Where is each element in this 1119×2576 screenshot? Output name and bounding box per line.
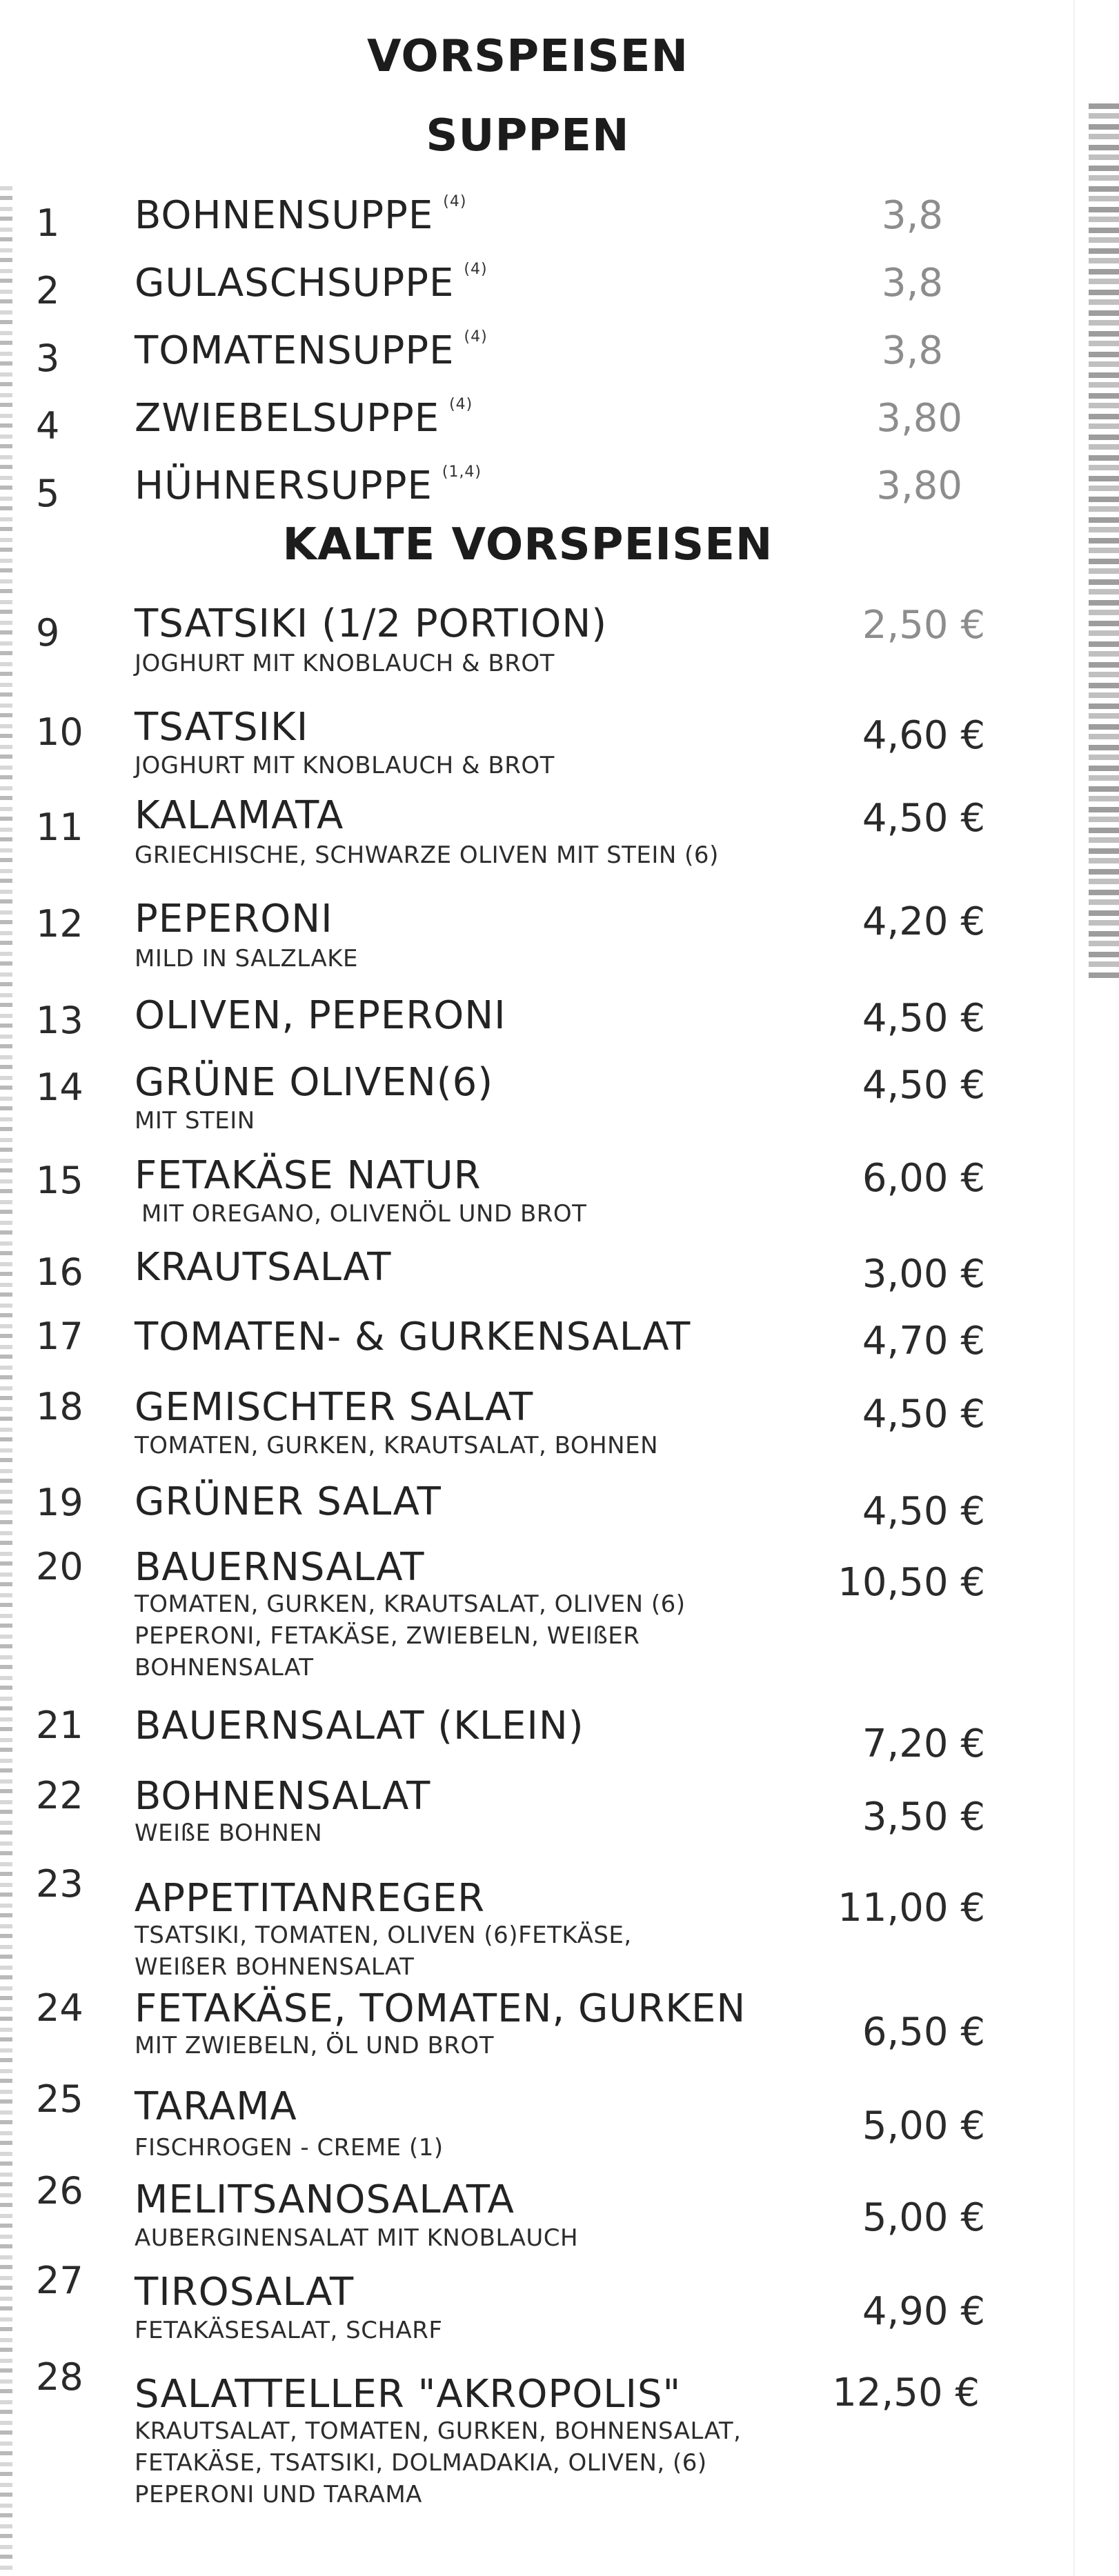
- allergen-mark: (4): [464, 328, 488, 346]
- item-number: 19: [36, 1481, 83, 1524]
- item-number: 11: [36, 806, 83, 849]
- item-name: FETAKÄSE NATUR: [135, 1153, 482, 1198]
- item-price: 4,90 €: [862, 2289, 985, 2334]
- item-number: 27: [36, 2259, 83, 2302]
- bleed-through-mark: [1089, 103, 1119, 979]
- item-number: 12: [36, 902, 83, 946]
- item-number: 2: [36, 269, 60, 312]
- item-number: 25: [36, 2077, 83, 2121]
- item-price: 3,80: [876, 463, 962, 508]
- item-description: MILD IN SALZLAKE: [135, 945, 359, 972]
- item-description: WEIßER BOHNENSALAT: [135, 1953, 415, 1981]
- allergen-mark: (4): [464, 261, 488, 278]
- menu-item-cold: [0, 2169, 1066, 2252]
- item-price: 4,50 €: [862, 1489, 985, 1534]
- item-number: 18: [36, 1385, 83, 1428]
- menu-item-cold: [0, 897, 1066, 979]
- item-number: 13: [36, 999, 83, 1042]
- allergen-mark: (1,4): [442, 463, 482, 481]
- item-price: 3,80: [876, 396, 962, 441]
- menu-item-cold: [0, 2077, 1066, 2160]
- item-description: KRAUTSALAT, TOMATEN, GURKEN, BOHNENSALAT,: [135, 2417, 742, 2445]
- item-price: 3,8: [881, 261, 943, 306]
- item-description: FISCHROGEN - CREME (1): [135, 2134, 444, 2161]
- item-price: 5,00 €: [862, 2195, 985, 2240]
- menu-item-cold: [0, 1545, 1066, 1693]
- item-description: PEPERONI, FETAKÄSE, ZWIEBELN, WEIßER: [135, 1622, 640, 1650]
- menu-item-cold: [0, 1245, 1066, 1300]
- menu-item-cold: [0, 1060, 1066, 1143]
- menu-item-soup: [0, 193, 1066, 255]
- item-price: 4,50 €: [862, 996, 985, 1041]
- item-name: TOMATENSUPPE $^{(4)}$: [135, 328, 488, 373]
- item-description: MIT STEIN: [135, 1107, 255, 1135]
- item-name: KRAUTSALAT: [135, 1245, 392, 1290]
- item-description: MIT OREGANO, OLIVENÖL UND BROT: [141, 1200, 587, 1228]
- item-number: 10: [36, 710, 83, 754]
- item-name: GULASCHSUPPE $^{(4)}$: [135, 261, 488, 306]
- item-description: TOMATEN, GURKEN, KRAUTSALAT, OLIVEN (6): [135, 1590, 686, 1618]
- menu-item-cold: [0, 1862, 1066, 1979]
- item-description: GRIECHISCHE, SCHWARZE OLIVEN MIT STEIN (6): [135, 841, 719, 869]
- item-description: AUBERGINENSALAT MIT KNOBLAUCH: [135, 2224, 579, 2252]
- item-description: FETAKÄSE, TSATSIKI, DOLMADAKIA, OLIVEN, (6): [135, 2449, 707, 2477]
- item-name: PEPERONI: [135, 897, 333, 941]
- item-name: HÜHNERSUPPE $^{(1,4)}$: [135, 463, 482, 508]
- item-number: 15: [36, 1159, 83, 1202]
- item-number: 28: [36, 2355, 83, 2399]
- item-name: TSATSIKI: [135, 705, 309, 750]
- item-number: 20: [36, 1545, 83, 1588]
- item-description: JOGHURT MIT KNOBLAUCH & BROT: [135, 752, 555, 779]
- menu-item-cold: [0, 601, 1066, 698]
- item-price: 3,8: [881, 328, 943, 373]
- menu-item-cold: [0, 2259, 1066, 2342]
- menu-item-cold: [0, 1153, 1066, 1236]
- item-price: 2,50 €: [862, 603, 985, 648]
- menu-item-soup: [0, 261, 1066, 323]
- item-number: 24: [36, 1986, 83, 2030]
- item-name: APPETITANREGER: [135, 1876, 485, 1921]
- item-price: 6,00 €: [862, 1156, 985, 1201]
- item-description: WEIßE BOHNEN: [135, 1819, 323, 1847]
- item-name: TSATSIKI (1/2 PORTION): [135, 601, 608, 646]
- item-number: 9: [36, 611, 60, 655]
- menu-item-cold: [0, 2355, 1066, 2535]
- item-price: 4,50 €: [862, 1392, 985, 1437]
- menu-item-cold: [0, 993, 1066, 1048]
- allergen-mark: (4): [449, 396, 473, 413]
- item-price: 5,00 €: [862, 2104, 985, 2148]
- item-price: 4,70 €: [862, 1319, 985, 1364]
- item-name: TOMATEN- & GURKENSALAT: [135, 1315, 691, 1359]
- heading-vorspeisen: VORSPEISEN: [367, 31, 689, 82]
- item-description: TOMATEN, GURKEN, KRAUTSALAT, BOHNEN: [135, 1432, 659, 1459]
- item-description: MIT ZWIEBELN, ÖL UND BROT: [135, 2032, 494, 2059]
- item-number: 17: [36, 1315, 83, 1358]
- item-name: OLIVEN, PEPERONI: [135, 993, 506, 1038]
- item-name: GRÜNER SALAT: [135, 1479, 442, 1524]
- menu-item-cold: [0, 1385, 1066, 1468]
- item-name: BOHNENSUPPE $^{(4)}$: [135, 193, 467, 238]
- item-number: 3: [36, 337, 60, 380]
- item-name: MELITSANOSALATA: [135, 2177, 515, 2222]
- heading-suppen: SUPPEN: [426, 110, 630, 161]
- item-name: FETAKÄSE, TOMATEN, GURKEN: [135, 1986, 746, 2031]
- item-description: FETAKÄSESALAT, SCHARF: [135, 2317, 443, 2344]
- item-name: TARAMA: [135, 2084, 297, 2129]
- menu-item-soup: [0, 396, 1066, 458]
- item-name: BAUERNSALAT: [135, 1545, 425, 1590]
- item-price: 4,50 €: [862, 1063, 985, 1108]
- menu-item-cold: [0, 1774, 1066, 1857]
- item-price: 3,8: [881, 193, 943, 238]
- allergen-mark: (4): [443, 193, 467, 210]
- item-name: BOHNENSALAT: [135, 1774, 431, 1819]
- item-number: 26: [36, 2169, 83, 2213]
- item-price: 3,00 €: [862, 1252, 985, 1297]
- item-description: TSATSIKI, TOMATEN, OLIVEN (6)FETKÄSE,: [135, 1921, 632, 1949]
- menu-item-cold: [0, 793, 1066, 876]
- item-number: 14: [36, 1066, 83, 1109]
- item-price: 4,50 €: [862, 796, 985, 841]
- item-number: 23: [36, 1862, 83, 1906]
- item-name: ZWIEBELSUPPE $^{(4)}$: [135, 396, 473, 441]
- item-price: 12,50 €: [832, 2370, 980, 2415]
- item-price: 11,00 €: [838, 1886, 985, 1930]
- item-number: 5: [36, 472, 60, 515]
- menu-item-cold: [0, 1986, 1066, 2069]
- menu-item-soup: [0, 328, 1066, 390]
- menu-item-cold: [0, 1704, 1066, 1773]
- item-price: 3,50 €: [862, 1795, 985, 1839]
- menu-item-cold: [0, 705, 1066, 788]
- item-description: BOHNENSALAT: [135, 1654, 314, 1681]
- menu-item-soup: [0, 463, 1066, 526]
- menu-item-cold: [0, 1315, 1066, 1370]
- item-price: 4,20 €: [862, 899, 985, 944]
- menu-item-cold: [0, 1479, 1066, 1541]
- item-name: SALATTELLER "AKROPOLIS": [135, 2372, 682, 2417]
- item-number: 4: [36, 404, 60, 448]
- item-name: TIROSALAT: [135, 2270, 355, 2315]
- item-name: GRÜNE OLIVEN(6): [135, 1060, 494, 1105]
- item-price: 10,50 €: [838, 1560, 985, 1605]
- item-name: KALAMATA: [135, 793, 344, 838]
- heading-kalte-vorspeisen: KALTE VORSPEISEN: [282, 519, 773, 570]
- item-price: 6,50 €: [862, 2010, 985, 2055]
- item-number: 21: [36, 1704, 83, 1747]
- item-number: 22: [36, 1774, 83, 1817]
- item-description: PEPERONI UND TARAMA: [135, 2481, 422, 2508]
- scan-edge-right: [1073, 0, 1075, 2576]
- item-price: 7,20 €: [862, 1721, 985, 1766]
- item-number: 16: [36, 1250, 83, 1294]
- item-name: BAUERNSALAT (KLEIN): [135, 1704, 584, 1748]
- item-number: 1: [36, 201, 60, 245]
- item-name: GEMISCHTER SALAT: [135, 1385, 534, 1430]
- item-description: JOGHURT MIT KNOBLAUCH & BROT: [135, 650, 555, 677]
- item-price: 4,60 €: [862, 713, 985, 758]
